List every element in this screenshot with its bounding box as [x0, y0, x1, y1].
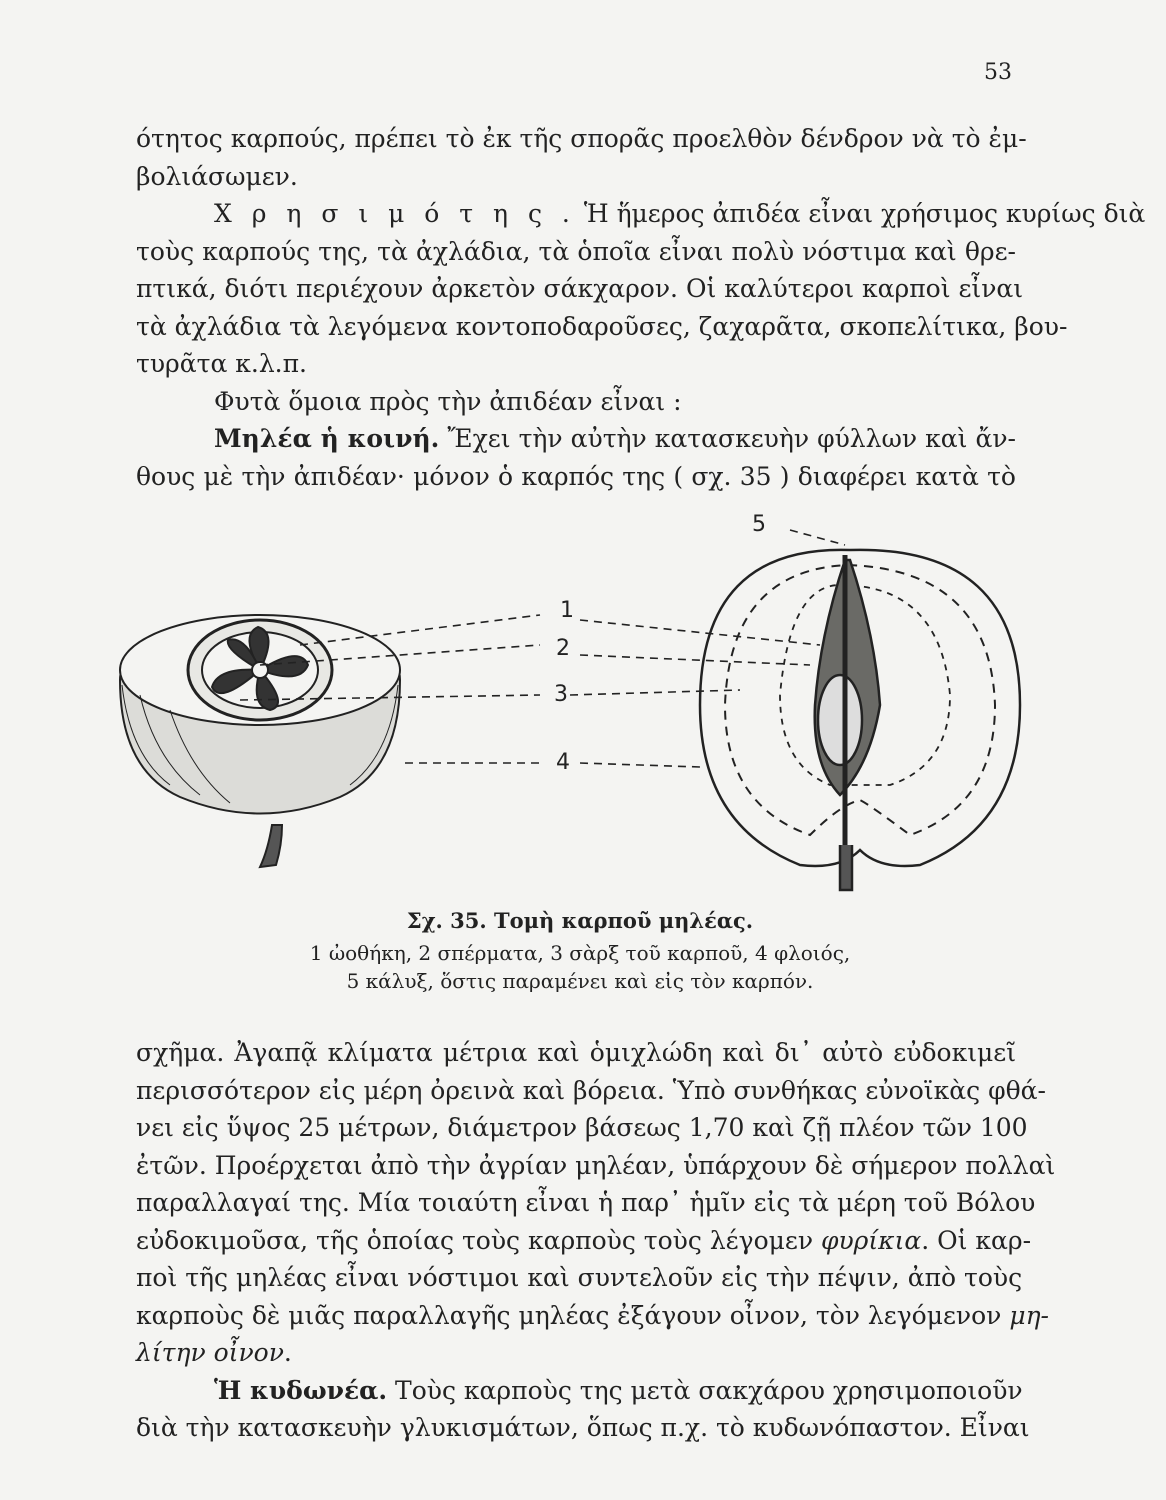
text-line: τὰ ἀχλάδια τὰ λεγόμενα κοντοποδαροῦσες, ζαχαρᾶτα, σκοπελίτικα, βου-: [136, 311, 1068, 341]
italic-term: λίτην οἶνον: [136, 1338, 284, 1367]
figure-label-2: 2: [556, 636, 570, 661]
text-line: τυρᾶτα κ.λ.π.: [136, 349, 308, 378]
text-line: νει εἰς ὕψος 25 μέτρων, διάμετρον βάσεως 1,70 καὶ ζῇ πλέον τῶν 100: [136, 1113, 1028, 1142]
italic-term: φυρίκια: [820, 1225, 922, 1255]
text-line: Ἡ κυδωνέα. Τοὺς καρποὺς της μετὰ σακχάρου χρησιμοποιοῦν: [214, 1375, 1023, 1405]
figure-label-5: 5: [752, 512, 766, 537]
text-line: Χ ρ η σ ι μ ό τ η ς . Ἡ ἥμερος ἀπιδέα εἶναι χρήσιμος κυρίως διὰ: [214, 199, 1146, 228]
text-line: βολιάσωμεν.: [136, 161, 298, 191]
text-line: διὰ τὴν κατασκευὴν γλυκισμάτων, ὅπως π.χ. τὸ κυδωνόπαστον. Εἶναι: [136, 1413, 1030, 1442]
species-heading: Ἡ κυδωνέα.: [214, 1375, 388, 1405]
text-line: παραλλαγαί της. Μία τοιαύτη εἶναι ἡ παρ᾽ ἡμῖν εἰς τὰ μέρη τοῦ Βόλου: [136, 1188, 1036, 1217]
figure-caption-legend: 1 ὠοθήκη, 2 σπέρματα, 3 σὰρξ τοῦ καρποῦ, 4 φλοιός,: [309, 941, 851, 965]
figure-label-4: 4: [556, 750, 570, 775]
text-line: λίτην οἶνον.: [136, 1338, 292, 1367]
text-line: εὐδοκιμοῦσα, τῆς ὁποίας τοὺς καρποὺς τοὺς λέγομεν φυρίκια. Οἱ καρ-: [136, 1225, 1032, 1255]
text-line: καρποὺς δὲ μιᾶς παραλλαγῆς μηλέας ἐξάγουν οἶνον, τὸν λεγόμενον μη-: [136, 1300, 1050, 1330]
figure-label-1: 1: [560, 598, 574, 623]
text-line: ἐτῶν. Προέρχεται ἀπὸ τὴν ἀγρίαν μηλέαν, ὑπάρχουν δὲ σήμερον πολλαὶ: [136, 1150, 1056, 1180]
section-heading: Χ ρ η σ ι μ ό τ η ς .: [214, 199, 576, 228]
figure-caption-title: Σχ. 35. Τομὴ καρποῦ μηλέας.: [406, 908, 754, 933]
text-line: τοὺς καρπούς της, τὰ ἀχλάδια, τὰ ὁποῖα εἶναι πολὺ νόστιμα καὶ θρε-: [136, 236, 1016, 266]
apple-half-illustration: [120, 615, 400, 867]
core-flower: [188, 620, 332, 720]
text-line: πτικά, διότι περιέχουν ἀρκετὸν σάκχαρον. Οἱ καλύτεροι καρποὶ εἶναι: [136, 274, 1024, 303]
text-line: ότητος καρπούς, πρέπει τὸ ἐκ τῆς σπορᾶς προελθὸν δένδρον νὰ τὸ ἐμ-: [136, 124, 1027, 153]
text-line: θους μὲ τὴν ἀπιδέαν· μόνον ὁ καρπός της ( σχ. 35 ) διαφέρει κατὰ τὸ: [136, 461, 1016, 491]
text-line: περισσότερον εἰς μέρη ὀρεινὰ καὶ βόρεια. Ὑπὸ συνθήκας εὐνοϊκὰς φθά-: [136, 1075, 1046, 1105]
italic-term: μη-: [1009, 1300, 1050, 1330]
text-line: σχῆμα. Ἀγαπᾷ κλίματα μέτρια καὶ ὁμιχλώδη καὶ δι᾽ αὐτὸ εὐδοκιμεῖ: [136, 1038, 1016, 1067]
page-number: 53: [984, 60, 1012, 85]
text-line: Μηλέα ἡ κοινή. Ἔχει τὴν αὐτὴν κατασκευὴν φύλλων καὶ ἄν-: [214, 424, 1016, 453]
text-line: ποὶ τῆς μηλέας εἶναι νόστιμοι καὶ συντελοῦν εἰς τὴν πέψιν, ἀπὸ τοὺς: [136, 1263, 1023, 1292]
figure-label-3: 3: [554, 682, 568, 707]
apple-section-figure: [100, 505, 1040, 905]
bottom-paragraphs: [136, 1034, 1056, 1447]
figure-caption-legend: 5 κάλυξ, ὅστις παραμένει καὶ εἰς τὸν καρπόν.: [346, 969, 814, 993]
species-heading: Μηλέα ἡ κοινή.: [214, 424, 440, 453]
apple-longitudinal-section: [700, 550, 1020, 890]
text-line: Φυτὰ ὅμοια πρὸς τὴν ἀπιδέαν εἶναι :: [214, 386, 682, 416]
top-paragraphs: [136, 120, 1146, 495]
